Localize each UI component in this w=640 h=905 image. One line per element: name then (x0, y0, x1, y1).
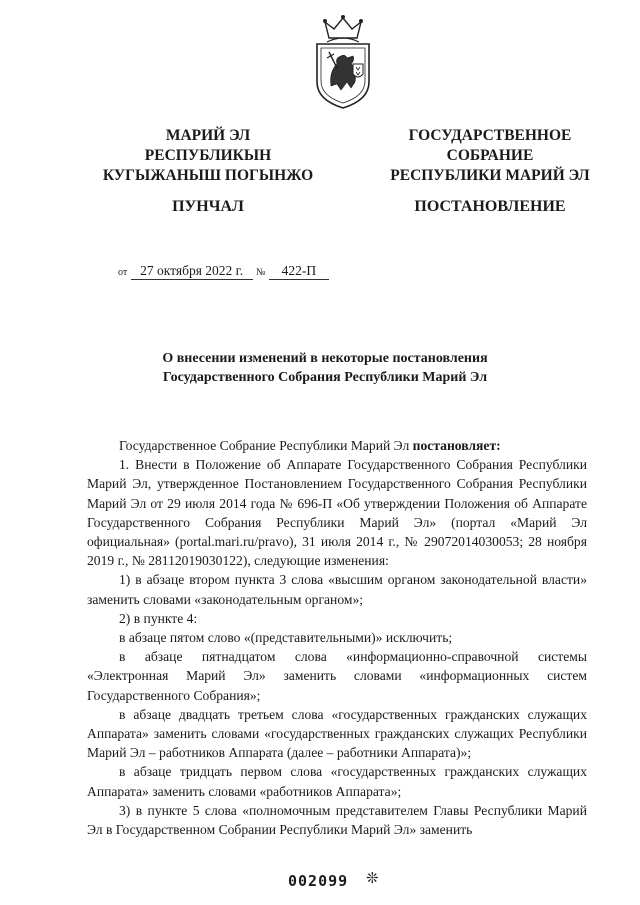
intro-bold-verb: постановляет: (412, 438, 501, 453)
document-date: 27 октября 2022 г. (131, 263, 253, 280)
body-paragraph-5: в абзаце пятнадцатом слова «информационно-справочной системы «Электронная Марий Эл» заменить словами «информационных систем Государственного Собрания»; (87, 649, 587, 703)
intro-paragraph (87, 436, 587, 455)
intro-text: Государственное Собрание Республики Марий Эл (119, 438, 413, 453)
org-name-russian-line-2: СОБРАНИЕ (446, 147, 534, 164)
number-sign: № (256, 267, 266, 278)
date-prefix: от (118, 267, 128, 278)
org-name-russian-line-3: РЕСПУБЛИКИ МАРИЙ ЭЛ (390, 167, 590, 184)
serial-stamp-number: 002099 (288, 872, 349, 890)
org-name-mari-line-1: МАРИЙ ЭЛ (165, 127, 251, 144)
document-title (60, 349, 590, 387)
body-paragraph-4: в абзаце пятом слово «(представительными)» исключить; (119, 630, 453, 646)
org-name-mari-line-2: РЕСПУБЛИКЫН (144, 147, 272, 164)
body-paragraph-7: в абзаце тридцать первом слова «государственных гражданских служащих Аппарата» заменить словами «работников Аппарата»; (87, 764, 587, 799)
date-number-line (118, 263, 329, 280)
stamp-mark-icon: ❊ (366, 869, 379, 887)
body-paragraph-3: 2) в пункте 4: (119, 610, 198, 626)
org-name-russian (355, 126, 625, 186)
body-paragraph-1: 1. Внести в Положение об Аппарате Государственного Собрания Республики Марий Эл, утвержденное Постановлением Государственного Собрания Республики Марий Эл от 29 июля 2014 года № 696-П «Об утверждении Положения об Аппарате Государственного Собрания Республики Марий Эл» (портал «Марий Эл официальная» (portal.mari.ru/pravo), 31 июля 2014 г., № 29072014030053; 28 ноября 2019 г., № 28112019030122), следующие изменения: (87, 457, 587, 569)
body-paragraph-6: в абзаце двадцать третьем слова «государственных гражданских служащих Аппарата» заменить словами «государственных гражданских служащих Республики Марий Эл – работников Аппарата (далее – работники Аппарата)»; (87, 706, 587, 761)
document-number: 422-П (269, 263, 329, 280)
doc-type-mari: ПУНЧАЛ (172, 198, 244, 215)
document-title-line-1: О внесении изменений в некоторые постановления (162, 351, 488, 366)
org-name-mari-line-3: КУГЫЖАНЫШ ПОГЫНЖО (102, 167, 314, 184)
doc-type-russian: ПОСТАНОВЛЕНИЕ (414, 198, 566, 215)
body-paragraph-8: 3) в пункте 5 слова «полномочным представителем Главы Республики Марий Эл в Государственном Собрании Республики Марий Эл» заменить (87, 802, 587, 838)
body-paragraph-2: 1) в абзаце втором пункта 3 слова «высшим органом законодательной власти» заменить словами «законодательным органом»; (87, 572, 587, 607)
org-name-mari (83, 126, 333, 186)
org-name-russian-line-1: ГОСУДАРСТВЕННОЕ (408, 127, 572, 144)
document-body (87, 436, 587, 839)
document-title-line-2: Государственного Собрания Республики Марий Эл (162, 370, 488, 385)
coat-of-arms-emblem (307, 12, 379, 112)
